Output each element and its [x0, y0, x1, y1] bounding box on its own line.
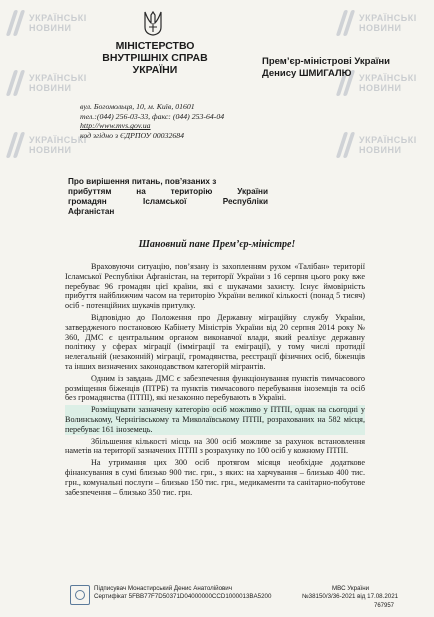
ministry-contacts [80, 102, 280, 140]
signer-name: Підписувач Монастирський Денис Анатолійович [94, 585, 232, 592]
greeting: Шановний пане Прем’єр-міністре! [138, 239, 296, 250]
website-link[interactable]: http://www.mvs.gov.ua [80, 121, 151, 131]
organization: МВС України [332, 585, 370, 592]
watermark-logo: УКРАЇНСЬКІ НОВИНИ [8, 8, 87, 38]
registration-number: №38150/3/36-2021 від 17.08.2021 [302, 593, 399, 600]
signature-footer [70, 585, 420, 615]
paragraph: Збільшення кількості місць на 300 осіб можливе за рахунок встановлення наметів на території зазначених ПТПІ з розрахунку по 100 осіб у кожному ПТПІ. [65, 436, 365, 456]
paragraph: На утримання цих 300 осіб протягом місяця необхідне додаткове фінансування в сумі близько 900 тис. грн., з яких: на харчування – близько 400 тис. грн., комунальні послуги – близько 150 тис. грн., медикаменти та санітарно-побутове забезпечення – близько 350 тис. грн. [65, 458, 365, 497]
paragraph: Відповідно до Положення про Державну міграційну службу України, затвердженого постановою Кабінету Міністрів України від 20 серпня 2014 року № 360, ДМС є центральним органом виконавчої влади, який реалізує державну політику у сферах міграції (імміграції та еміграції), у тому числі протидії нелегальній (незаконній) міграції, громадянства, реєстрації фізичних осіб, біженців та інших визначених законодавством категорій мігрантів. [65, 312, 365, 371]
addressee: Прем’єр-міністрові України Денису ШМИГАЛЮ [262, 56, 391, 79]
certificate-id: Сертифікат 5FBB77F7D50371D04000000CCD1000013BA5200 [94, 593, 272, 600]
watermark-logo: УКРАЇНСЬКІ НОВИНИ [338, 130, 417, 160]
letter-body [65, 262, 365, 499]
subject-heading: Про вирішення питань, пов’язаних з прибуттям на територію України громадян Ісламської Республіки Афганістан [68, 177, 268, 216]
digital-signature-stamp-icon [70, 585, 90, 605]
watermark-logo: УКРАЇНСЬКІ НОВИНИ [8, 68, 87, 98]
barcode-number: 767957 [374, 603, 395, 609]
phone-line: тел.:(044) 256-03-33, факс: (044) 253-64-04 [80, 111, 225, 121]
trident-coat-of-arms-icon [143, 10, 163, 36]
paragraph: Враховуючи ситуацію, пов’язану із захопленням рухом «Талібан» території Ісламської Республіки Афганістан, на території України з 16 серпня цього року вже перебуває 96 громадян цієї країни, які є шукачами захисту. Існує ймовірність прибуття найближчим часом на територію України великої кількості (понад 5 тисяч) осіб - потенційних шукачів притулку. [65, 262, 365, 311]
watermark-logo: УКРАЇНСЬКІ НОВИНИ [338, 8, 417, 38]
highlighted-paragraph: Розміщувати зазначену категорію осіб можливо у ПТПІ, однак на сьогодні у Волинському, Чернігівському та Миколаївському ПТПІ, розрахованих на 582 місця, перебуває 161 іноземець. [65, 405, 365, 434]
address-line: вул. Богомольця, 10, м. Київ, 01601 [80, 102, 195, 111]
paragraph: Одним із завдань ДМС є забезпечення функціонування пунктів тимчасового розміщення біженців (ПТРБ) та пунктів тимчасового перебування іноземців та осіб без громадянства (ПТПІ), які незаконно перебувають в Україні. [65, 373, 365, 403]
watermark-logo: УКРАЇНСЬКІ НОВИНИ [338, 68, 417, 98]
edrpou-code: код згідно з ЄДРПОУ 00032684 [80, 130, 185, 140]
watermark-logo: УКРАЇНСЬКІ НОВИНИ [8, 130, 87, 160]
ministry-title: МІНІСТЕРСТВО ВНУТРІШНІХ СПРАВ УКРАЇНИ [102, 40, 208, 76]
